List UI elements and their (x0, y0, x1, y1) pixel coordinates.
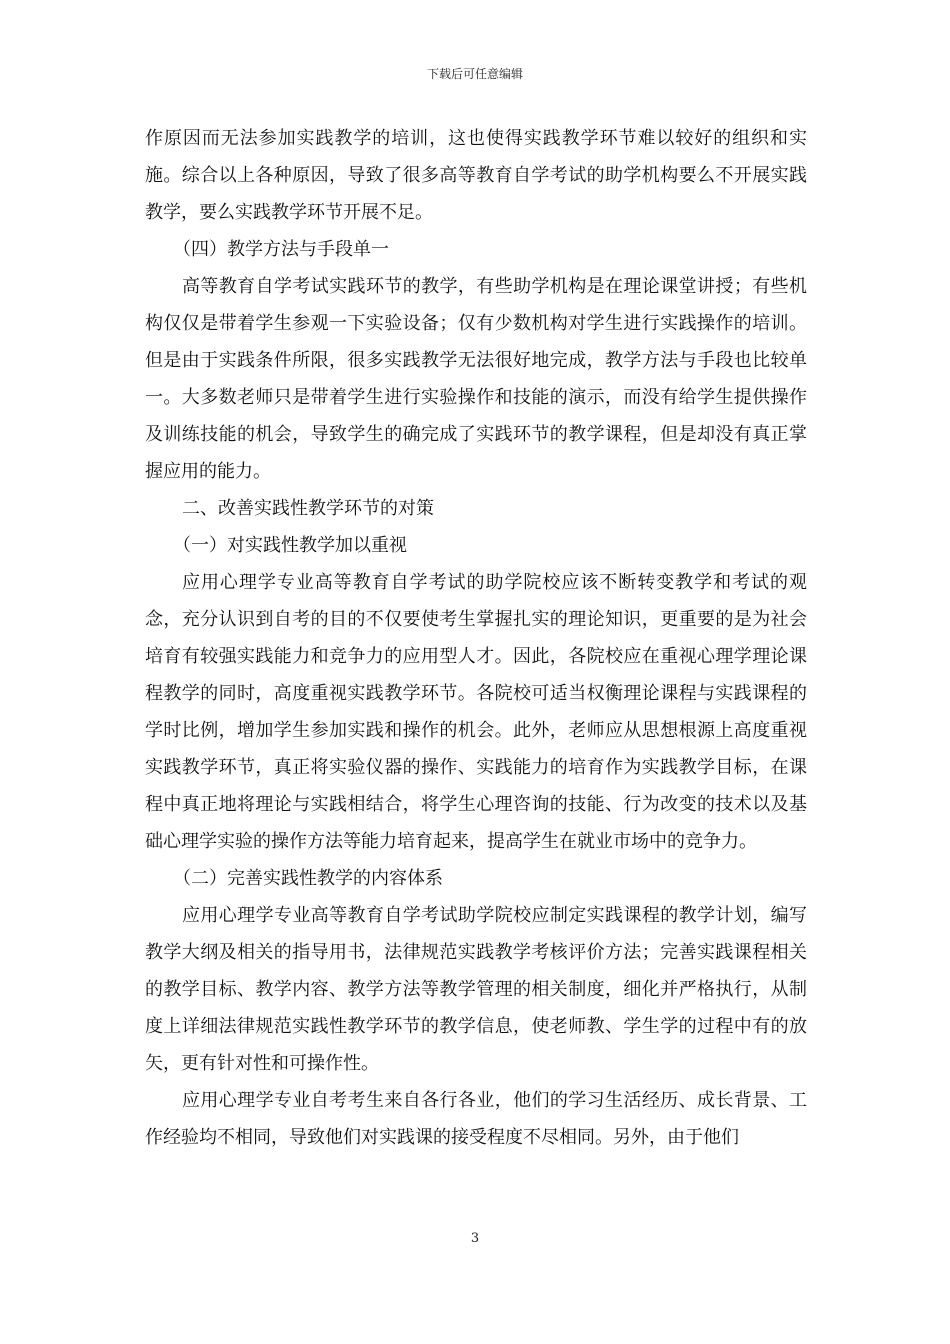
paragraph: 应用心理学专业高等教育自学考试的助学院校应该不断转变教学和考试的观念，充分认识到自考的目的不仅要使考生掌握扎实的理论知识，更重要的是为社会培育有较强实践能力和竞争力的应用型人才。因此，各院校应在重视心理学理论课程教学的同时，高度重视实践教学环节。各院校可适当权衡理论课程与实践课程的学时比例，增加学生参加实践和操作的机会。此外，老师应从思想根源上高度重视实践教学环节，真正将实验仪器的操作、实践能力的培育作为实践教学目标，在课程中真正地将理论与实践相结合，将学生心理咨询的技能、行为改变的技术以及基础心理学实验的操作方法等能力培育起来，提高学生在就业市场中的竞争力。 (145, 572, 807, 852)
section-heading-1: （一）对实践性教学加以重视 (173, 535, 407, 556)
page-header: 下载后可任意编辑 (426, 67, 523, 81)
chapter-heading-2: 二、改善实践性教学环节的对策 (182, 498, 434, 519)
paragraph: 应用心理学专业自考考生来自各行各业，他们的学习生活经历、成长背景、工作经验均不相同，导致他们对实践课的接受程度不尽相同。另外，由于他们 (145, 1090, 807, 1148)
paragraph: 高等教育自学考试实践环节的教学，有些助学机构是在理论课堂讲授；有些机构仅仅是带着学生参观一下实验设备；仅有少数机构对学生进行实践操作的培训。但是由于实践条件所限，很多实践教学无法很好地完成，教学方法与手段也比较单一。大多数老师只是带着学生进行实验操作和技能的演示，而没有给学生提供操作及训练技能的机会，导致学生的确完成了实践环节的教学课程，但是却没有真正掌握应用的能力。 (145, 276, 807, 482)
paragraph: 应用心理学专业高等教育自学考试助学院校应制定实践课程的教学计划，编写教学大纲及相关的指导用书，法律规范实践教学考核评价方法；完善实践课程相关的教学目标、教学内容、教学方法等教学管理的相关制度，细化并严格执行，从制度上详细法律规范实践性教学环节的教学信息，使老师教、学生学的过程中有的放矢，更有针对性和可操作性。 (145, 905, 807, 1074)
paragraph-continued: 作原因而无法参加实践教学的培训，这也使得实践教学环节难以较好的组织和实施。综合以上各种原因，导致了很多高等教育自学考试的助学机构要么不开展实践教学，要么实践教学环节开展不足。 (145, 128, 807, 223)
section-heading-4: （四）教学方法与手段单一 (173, 239, 389, 260)
section-heading-2: （二）完善实践性教学的内容体系 (173, 868, 443, 889)
document-body (145, 120, 807, 1156)
page-number: 3 (470, 1231, 480, 1246)
